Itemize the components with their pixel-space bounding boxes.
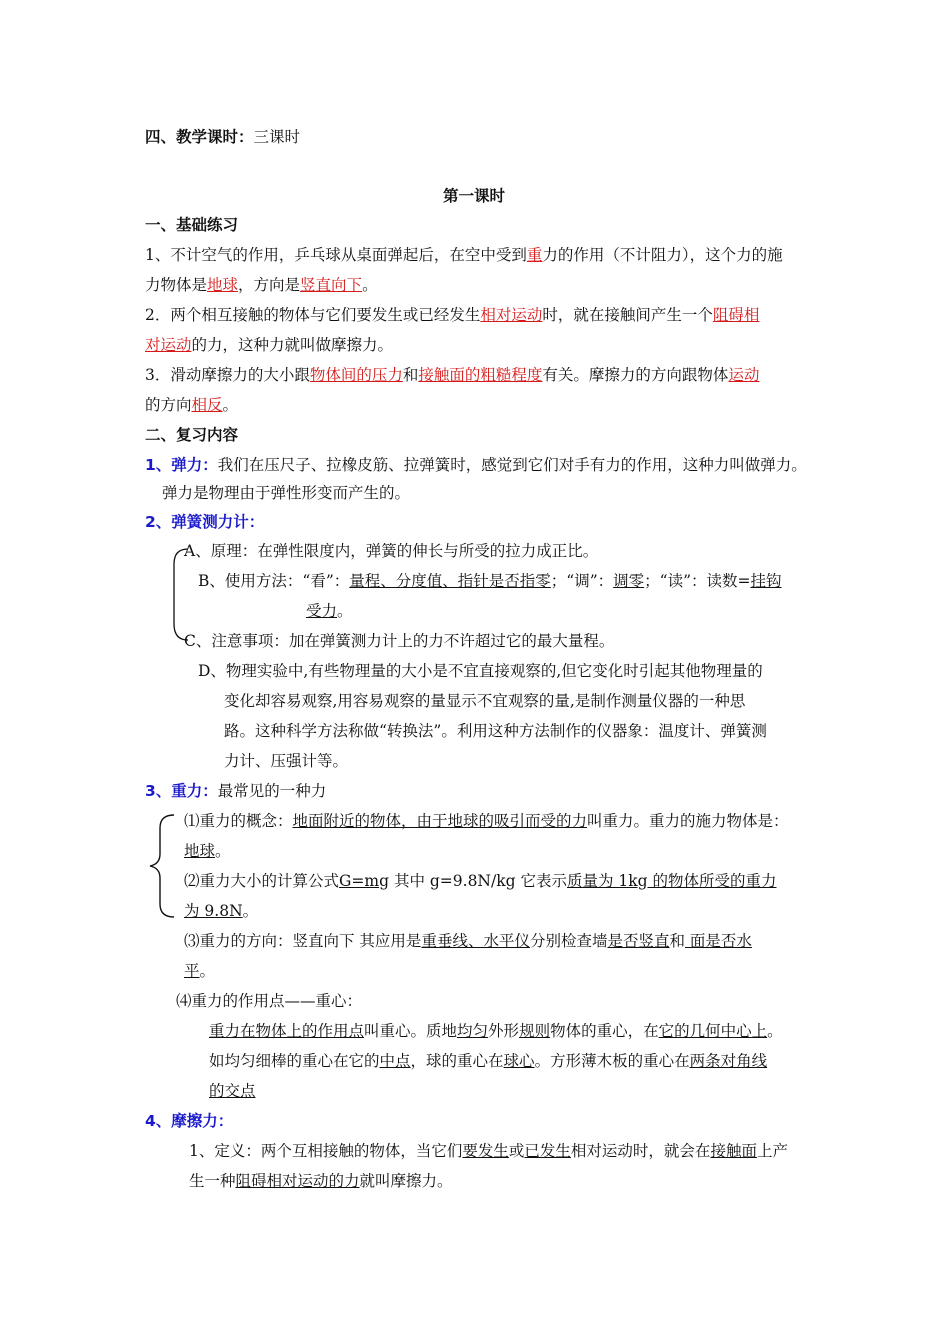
- underlined-term: 已发生: [524, 1142, 571, 1160]
- friction-definition-line-2: [189, 1170, 453, 1192]
- answer-blank: 竖直向下: [300, 276, 363, 294]
- text: 力物体是: [145, 276, 208, 294]
- text: ；“读”：读数=: [644, 572, 751, 590]
- underlined-term: 两条对角线: [689, 1052, 768, 1070]
- subheading: 3、重力：: [145, 782, 218, 800]
- underlined-term: 调零: [613, 572, 645, 590]
- text: ⑴重力的概念：: [184, 812, 293, 830]
- text: 。: [242, 902, 259, 920]
- text: 我们在压尺子、拉橡皮筋、拉弹簧时，感觉到它们对手有力的作用，这种力叫做弹力。: [217, 456, 807, 474]
- teaching-hours-value: 三课时: [253, 128, 301, 146]
- text: ⑵重力大小的计算公式: [184, 872, 340, 890]
- underlined-term: 球心: [503, 1052, 535, 1070]
- question-3-line-2: [145, 394, 238, 416]
- friction-heading: 4、摩擦力：: [145, 1112, 234, 1130]
- text: 其中 g=9.8N/kg 它表示: [389, 872, 567, 890]
- text: ，球的重心在: [410, 1052, 504, 1070]
- answer-blank: 重: [526, 246, 543, 264]
- text: 最常见的一种力: [217, 782, 327, 800]
- gravity-formula-line-1: [184, 870, 777, 892]
- answer-blank: 地球: [207, 276, 239, 294]
- gravity-heading-line: [145, 780, 326, 802]
- underlined-term: 地面附近的物体，由于地球的吸引而受的力: [292, 812, 588, 830]
- underlined-term: 挂钩: [750, 572, 782, 590]
- answer-blank: 相对运动: [480, 306, 543, 324]
- answer-blank: 物体间的压力: [309, 366, 403, 384]
- question-1-line-2: [145, 274, 378, 296]
- underlined-term: 均匀: [457, 1022, 489, 1040]
- subheading: 1、弹力：: [145, 456, 218, 474]
- text: ；“调”：: [550, 572, 614, 590]
- text: 分别检查墙: [529, 932, 608, 950]
- text: 时，就在接触间产生一个: [542, 306, 713, 324]
- conversion-method-line-1: D、物理实验中,有些物理量的大小是不宜直接观察的,但它变化时引起其他物理量的: [198, 662, 763, 680]
- question-1-line-1: [145, 244, 783, 266]
- text: 有关。摩擦力的方向跟物体: [542, 366, 729, 384]
- text: 。: [767, 1022, 783, 1040]
- curly-brace-icon: [146, 812, 176, 920]
- answer-blank: 接触面的粗糙程度: [418, 366, 543, 384]
- text: ，方向是: [238, 276, 301, 294]
- text: 的方向: [145, 396, 192, 414]
- gravity-concept-line-2: [184, 840, 231, 862]
- underlined-term: 中点: [379, 1052, 411, 1070]
- question-2-line-2: [145, 334, 393, 356]
- underlined-term: 面是否水: [685, 932, 752, 950]
- answer-blank: 运动: [728, 366, 760, 384]
- underlined-term: 阻碍相对运动的力: [235, 1172, 360, 1190]
- text: 。: [337, 602, 353, 620]
- spring-scale-usage-line-2: [306, 600, 353, 622]
- friction-definition-line-1: [189, 1140, 788, 1162]
- section-review-title: 二、复习内容: [145, 426, 239, 444]
- answer-blank: 对运动: [145, 336, 192, 354]
- underlined-term: 平: [184, 962, 200, 980]
- text: 。: [199, 962, 216, 980]
- teaching-hours-label: 四、教学课时：: [145, 128, 254, 146]
- underlined-term: 要发生: [462, 1142, 509, 1160]
- conversion-method-line-3: 路。这种科学方法称做“转换法”。利用这种方法制作的仪器象：温度计、弹簧测: [224, 722, 767, 740]
- text: 生一种: [189, 1172, 236, 1190]
- underlined-term: 为 9.8N: [184, 902, 243, 920]
- text: 或: [508, 1142, 525, 1160]
- underlined-term: 的交点: [209, 1082, 256, 1100]
- text: 的力，这种力就叫做摩擦力。: [191, 336, 394, 354]
- underlined-term: 质量为 1kg 的物体所受的重力: [566, 872, 777, 890]
- text: 2．两个相互接触的物体与它们要发生或已经发生: [145, 306, 481, 324]
- underlined-term: 重垂线、水平仪: [421, 932, 530, 950]
- text: 叫重力。重力的施力物体是：: [587, 812, 789, 830]
- gravity-direction-line-2: [184, 960, 215, 982]
- text: 和: [402, 366, 419, 384]
- underlined-term: 地球: [184, 842, 216, 860]
- spring-scale-notes: C、注意事项：加在弹簧测力计上的力不许超过它的最大量程。: [184, 632, 615, 650]
- text: 力的作用（不计阻力），这个力的施: [542, 246, 783, 264]
- text: ⑶重力的方向：竖直向下 其应用是: [184, 932, 422, 950]
- text: 1、定义：两个互相接触的物体，当它们: [189, 1142, 463, 1160]
- text: 如均匀细棒的重心在它的: [209, 1052, 380, 1070]
- text: 就叫摩擦力。: [359, 1172, 453, 1190]
- elastic-force-line-2: 弹力是物理由于弹性形变而产生的。: [162, 484, 411, 502]
- teaching-hours-line: [145, 126, 300, 148]
- text: 。: [215, 842, 231, 860]
- gravity-concept-line-1: [184, 810, 789, 832]
- underlined-term: 重力在物体上的作用点: [209, 1022, 365, 1040]
- text: 。: [362, 276, 378, 294]
- text: 。方形薄木板的重心在: [534, 1052, 690, 1070]
- spring-scale-heading: 2、弹簧测力计：: [145, 513, 265, 531]
- underlined-term: 量程、分度值、指针是否指零: [349, 572, 551, 590]
- lesson-title: 第一课时: [443, 187, 506, 205]
- conversion-method-line-4: 力计、压强计等。: [224, 752, 349, 770]
- answer-blank: 相反: [191, 396, 223, 414]
- section-basic-practice-title: 一、基础练习: [145, 216, 239, 234]
- text: 上产: [756, 1142, 788, 1160]
- gravity-direction-line-1: [184, 930, 752, 952]
- center-of-gravity-heading: ⑷重力的作用点——重心：: [176, 992, 363, 1010]
- underlined-term: G=mg: [339, 872, 390, 890]
- conversion-method-line-2: 变化却容易观察,用容易观察的量显示不宜观察的量,是制作测量仪器的一种思: [224, 692, 746, 710]
- answer-blank: 阻碍相: [712, 306, 760, 324]
- text: 3．滑动摩擦力的大小跟: [145, 366, 310, 384]
- center-of-gravity-line-1: [209, 1020, 783, 1042]
- spring-scale-principle: A、原理：在弹性限度内，弹簧的伸长与所受的拉力成正比。: [184, 542, 599, 560]
- question-3-line-1: [145, 364, 759, 386]
- text: B、使用方法：“看”：: [198, 572, 350, 590]
- text: 1、不计空气的作用，乒乓球从桌面弹起后，在空中受到: [145, 246, 527, 264]
- text: 和: [669, 932, 685, 950]
- underlined-term: 是否竖直: [607, 932, 670, 950]
- spring-scale-usage-line-1: [198, 570, 782, 592]
- elastic-force-line-1: [145, 454, 807, 476]
- underlined-term: 规则: [519, 1022, 551, 1040]
- text: 外形: [488, 1022, 520, 1040]
- underlined-term: 它的几何中心上: [658, 1022, 768, 1040]
- question-2-line-1: [145, 304, 759, 326]
- underlined-term: 接触面: [710, 1142, 757, 1160]
- center-of-gravity-line-3: [209, 1080, 256, 1102]
- text: 相对运动时，就会在: [570, 1142, 711, 1160]
- center-of-gravity-line-2: [209, 1050, 767, 1072]
- underlined-term: 受力: [306, 602, 338, 620]
- text: 。: [222, 396, 239, 414]
- text: 物体的重心，在: [550, 1022, 659, 1040]
- gravity-formula-line-2: [184, 900, 258, 922]
- text: 叫重心。质地: [364, 1022, 458, 1040]
